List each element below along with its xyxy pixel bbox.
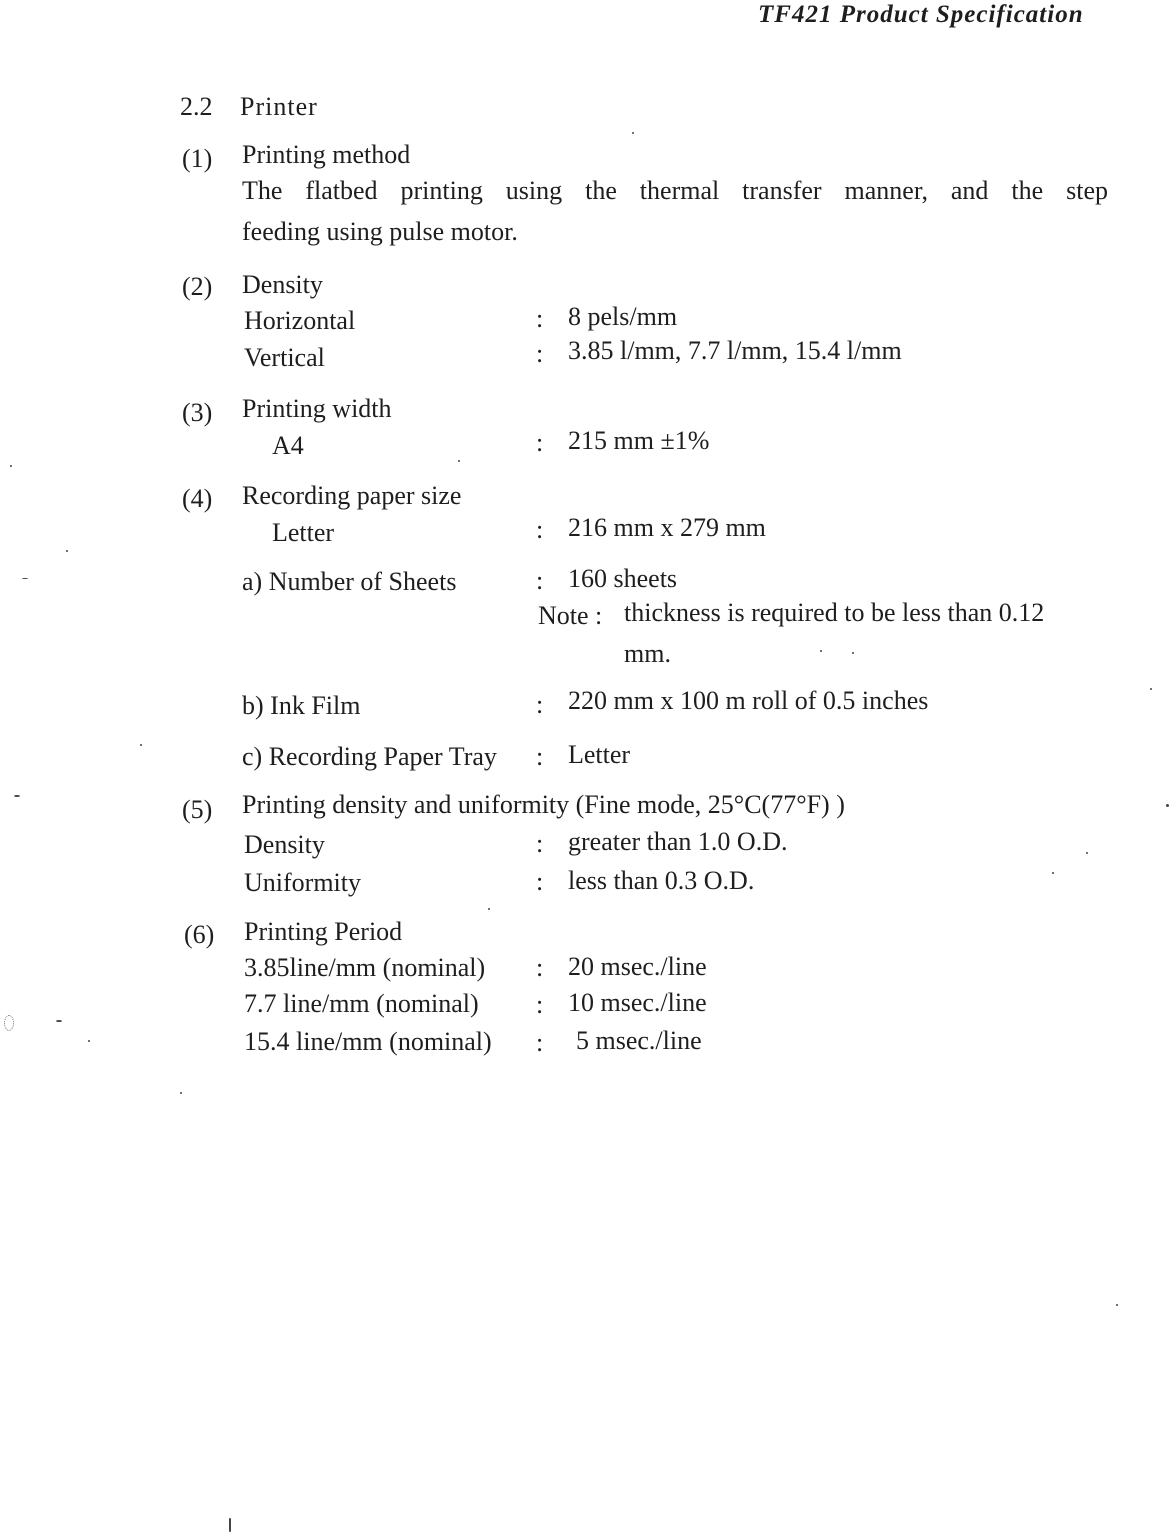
section-title: Printer [240,92,318,121]
colon: : [536,990,544,1019]
spec-label: 3.85line/mm (nominal) [244,953,486,982]
colon: : [536,515,544,544]
item-title: Density [242,270,323,299]
scan-speck [1166,804,1169,807]
item-title: Printing Period [244,917,403,946]
colon: : [536,742,544,771]
scan-speck [229,1518,231,1532]
scan-speck [22,578,28,579]
spec-label: 7.7 line/mm (nominal) [244,989,479,1018]
spec-label: c) Recording Paper Tray [242,742,497,771]
document-header: TF421 Product Specification [758,1,1084,28]
scan-speck [488,908,490,910]
section-number: 2.2 [180,92,213,121]
spec-value: 3.85 l/mm, 7.7 l/mm, 15.4 l/mm [568,336,902,365]
item-text: The flatbed printing using the thermal transfer manner, and the step [242,176,1108,205]
item-number: (1) [182,144,213,173]
spec-label: A4 [272,431,304,460]
scan-speck [88,1040,90,1042]
note-text: thickness is required to be less than 0.12 [624,598,1045,627]
scan-speck [820,650,822,652]
spec-value: greater than 1.0 O.D. [568,827,788,856]
scan-speck [14,795,20,797]
colon: : [536,1028,544,1057]
scan-speck [56,1020,62,1022]
scan-speck [10,465,12,467]
item-title: Printing width [242,394,392,423]
spec-label: b) Ink Film [242,691,361,720]
item-title: Recording paper size [242,481,462,510]
scan-speck [1086,852,1088,854]
spec-label: Density [244,830,325,859]
colon: : [536,428,544,457]
spec-value: 220 mm x 100 m roll of 0.5 inches [568,686,929,715]
item-text: feeding using pulse motor. [242,217,518,246]
note-text: mm. [624,639,671,668]
item-number: (2) [182,272,213,301]
spec-value: 10 msec./line [568,988,707,1017]
colon: : [536,953,544,982]
colon: : [536,829,544,858]
colon: : [536,690,544,719]
item-number: (4) [182,484,213,513]
colon: : [536,339,544,368]
spec-value: less than 0.3 O.D. [568,866,755,895]
item-title: Printing method [242,140,411,169]
scan-speck [458,460,460,462]
scan-speck [852,652,854,654]
spec-value: 216 mm x 279 mm [568,513,766,542]
spec-label: a) Number of Sheets [242,567,457,596]
spec-value: 8 pels/mm [568,302,678,331]
spec-label: Vertical [244,343,325,372]
spec-value: 160 sheets [568,564,678,593]
spec-label: Letter [272,518,335,547]
item-title: Printing density and uniformity (Fine mode, 25°C(77°F) ) [242,790,845,819]
spec-value: 215 mm ±1% [568,426,710,455]
note-label: Note : [538,601,603,630]
scan-speck [1150,688,1152,690]
item-number: (5) [182,795,213,824]
scan-speck [1052,872,1054,874]
spec-label: Uniformity [244,868,361,897]
scan-speck [140,744,142,746]
spec-value: 5 msec./line [576,1026,702,1055]
spec-label: Horizontal [244,306,356,335]
spec-value: 20 msec./line [568,952,707,981]
item-number: (3) [182,398,213,427]
scan-speck [180,1092,182,1094]
colon: : [536,304,544,333]
scan-speck [4,1015,14,1031]
spec-label: 15.4 line/mm (nominal) [244,1027,492,1056]
scan-speck [632,132,634,134]
item-number: (6) [184,920,215,949]
scan-speck [1116,1304,1118,1306]
colon: : [536,867,544,896]
scan-speck [66,550,68,552]
colon: : [536,566,544,595]
spec-value: Letter [568,740,631,769]
